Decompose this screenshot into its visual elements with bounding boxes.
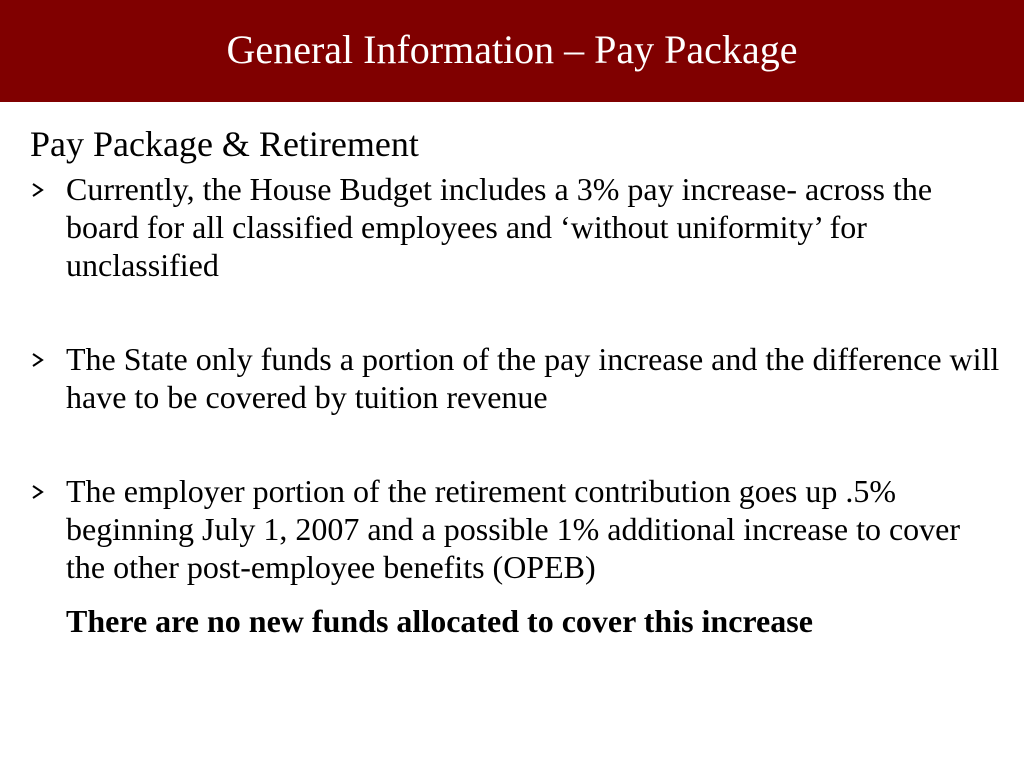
bullet-text: Currently, the House Budget includes a 3% pay increase- across the board for all classified employees and ‘without uniformity’ for unclassified [66, 171, 933, 283]
emphasis-note: There are no new funds allocated to cover this increase [66, 603, 813, 639]
section-heading: Pay Package & Retirement [30, 124, 419, 164]
bullet-item-pay-increase [30, 170, 1005, 284]
slide-title: General Information – Pay Package [226, 27, 798, 72]
chevron-right-icon [30, 340, 50, 378]
slide-content [30, 122, 1005, 640]
chevron-right-icon [30, 170, 50, 208]
title-bar [0, 0, 1024, 102]
bullet-item-state-funding [30, 340, 1005, 416]
bullet-text: The State only funds a portion of the pay increase and the difference will have to be covered by tuition revenue [66, 341, 1000, 415]
bullet-item-retirement [30, 472, 1005, 586]
bullet-text: The employer portion of the retirement contribution goes up .5% beginning July 1, 2007 and a possible 1% additional increase to cover the other post-employee benefits (OPEB) [66, 473, 961, 585]
chevron-right-icon [30, 472, 50, 510]
